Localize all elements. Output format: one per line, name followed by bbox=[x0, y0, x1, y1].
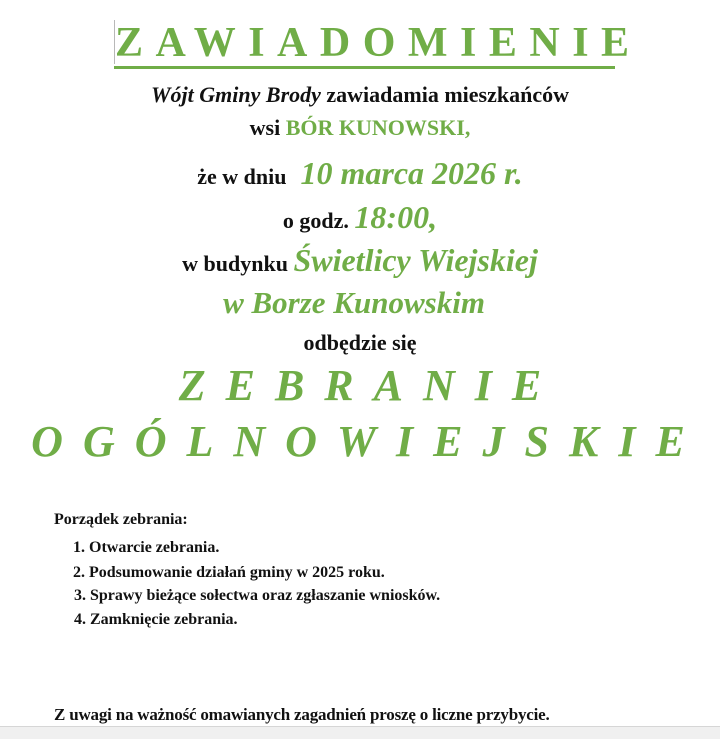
village-line bbox=[0, 113, 720, 143]
agenda-item bbox=[73, 562, 385, 584]
agenda-item-number: 4. bbox=[74, 611, 86, 628]
agenda-item-number: 2. bbox=[73, 564, 85, 581]
agenda-item bbox=[74, 585, 440, 607]
event-title-2: OGÓLNOWIEJSKIE bbox=[31, 417, 705, 466]
issuer-name: Wójt Gminy Brody bbox=[151, 82, 321, 107]
meeting-place: Świetlicy Wiejskiej bbox=[293, 242, 538, 278]
agenda-heading: Porządek zebrania: bbox=[54, 511, 188, 528]
agenda-item-number: 1. bbox=[73, 539, 85, 556]
agenda-item-text: Otwarcie zebrania. bbox=[89, 539, 220, 556]
meeting-date: 10 marca 2026 r. bbox=[300, 155, 523, 191]
village-name: BÓR KUNOWSKI, bbox=[285, 115, 471, 140]
time-prefix: o godz. bbox=[282, 208, 355, 233]
place-line bbox=[0, 240, 720, 284]
place-line-2: w Borze Kunowskim bbox=[223, 285, 485, 320]
intro-line bbox=[0, 80, 720, 110]
event-line: odbędzie się bbox=[303, 330, 417, 355]
agenda-item bbox=[73, 537, 219, 559]
meeting-time: 18:00, bbox=[354, 199, 438, 235]
date-prefix: że w dniu bbox=[197, 164, 287, 189]
time-line bbox=[0, 197, 720, 241]
agenda-item-number: 3. bbox=[74, 587, 86, 604]
agenda-item bbox=[74, 609, 238, 631]
closing-text: Z uwagi na ważność omawianych zagadnień proszę o liczne przybycie. bbox=[54, 705, 550, 724]
agenda-item-text: Sprawy bieżące sołectwa oraz zgłaszanie wniosków. bbox=[86, 587, 441, 604]
window-bottom-bar bbox=[0, 726, 720, 739]
intro-text: zawiadamia mieszkańców bbox=[320, 82, 569, 107]
place-prefix: w budynku bbox=[182, 251, 294, 276]
event-title-1: ZEBRANIE bbox=[178, 361, 562, 410]
agenda-item-text: Podsumowanie działań gminy w 2025 roku. bbox=[89, 564, 385, 581]
agenda-item-text: Zamknięcie zebrania. bbox=[86, 611, 238, 628]
date-line bbox=[0, 153, 720, 197]
document-title: ZAWIADOMIENIE bbox=[114, 18, 615, 69]
village-prefix: wsi bbox=[249, 115, 286, 140]
